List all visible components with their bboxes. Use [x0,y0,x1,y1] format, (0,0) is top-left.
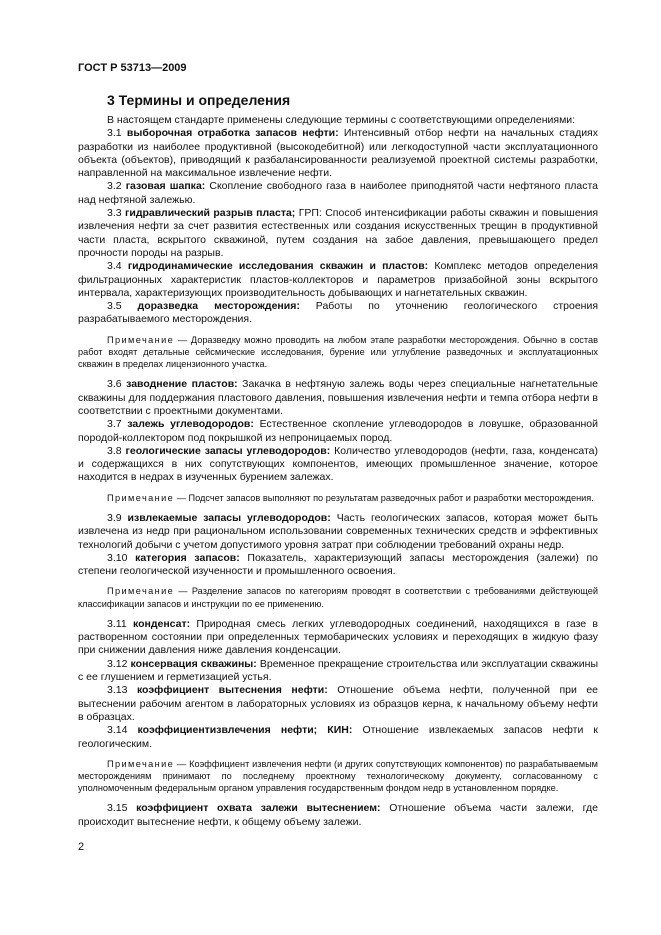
term-3-1: 3.1 выборочная отработка запасов нефти: Интенсивный отбор нефти на начальных стадиях разработки из наиболее продуктивной (высокодебитной) или легкодоступной части эксплуатационного объекта (объектов), приводящий к разбалансированности реализуемой проектной системы разработки, направленной на максимальное извлечение нефти. [78,127,598,180]
term-3-8: 3.8 геологические запасы углеводородов: Количество углеводородов (нефти, газа, конденсата) и содержащихся в них сопутствующих компонентов, имеющих промышленное значение, которое находится в недрах в изученных бурением залежах. [78,444,599,484]
intro-paragraph: В настоящем стандарте применены следующие термины с соответствующими определениями: [107,114,576,126]
term-3-7: 3.7 залежь углеводородов: Естественное скопление углеводородов в ловушке, образованной породой-коллектором под покрышкой из непроницаемых пород. [78,418,599,444]
document-body [78,114,598,829]
note-2: Примечание — Подсчет запасов выполняют по результатам разведочных работ и разработки месторождения. [107,492,594,503]
term-3-15: 3.15 коэффициент охвата залежи вытеснением: Отношение объема части залежи, где происходит вытеснение нефти, к общему объему залежи. [78,802,598,828]
term-3-11: 3.11 конденсат: Природная смесь легких углеводородных соединений, находящихся в газе в растворенном состоянии при определенных термобарических условиях и переходящих в жидкую фазу при снижении давления ниже давления конденсации. [78,617,598,657]
term-3-10: 3.10 категория запасов: Показатель, характеризующий запасы месторождения (залежи) по степени геологической изученности и промышленного освоения. [78,551,599,578]
note-3: Примечание — Разделение запасов по категориям проводят в соответствии с требованиями действующей классификации запасов и инструкции по ее применению. [78,586,599,609]
note-1: Примечание — Доразведку можно проводить на любом этапе разработки месторождения. Обычно в состав работ входят детальные сейсмические исследования, бурение или углубление разведочных и эксплуатационных скважин в пределах лицензионного участка. [78,334,598,370]
term-3-9: 3.9 извлекаемые запасы углеводородов: Часть геологических запасов, которая может быть извлечена из недр при рациональном использовании современных технических средств и эффективных технологий добычи с учетом допустимого уровня затрат при соблюдении требований охраны недр. [78,511,598,551]
term-3-14: 3.14 коэффициентизвлечения нефти; КИН: Отношение извлекаемых запасов нефти к геологическим. [78,724,599,750]
term-3-4: 3.4 гидродинамические исследования скважин и пластов: Комплекс методов определения фильтрационных характеристик пластов-коллекторов и параметров призабойной зоны вскрытого интервала, характеризующих производительность добывающих и нагнетательных скважин. [78,260,598,299]
term-3-13: 3.13 коэффициент вытеснения нефти: Отношение объема нефти, полученной при ее вытеснении рабочим агентом в лабораторных условиях из образцов керна, к начальному объему нефти в образцах. [78,684,599,723]
term-3-6: 3.6 заводнение пластов: Закачка в нефтяную залежь воды через специальные нагнетательные скважины для поддержания пластового давления, повышения извлечения нефти и темпа отбора нефти в соответствии с проектными документами. [78,378,598,417]
standard-header: ГОСТ Р 53713—2009 [78,62,187,74]
term-3-2: 3.2 газовая шапка: Скопление свободного газа в наиболее приподнятой части нефтяного пласта над нефтяной залежью. [78,180,599,206]
term-3-3: 3.3 гидравлический разрыв пласта; ГРП: Способ интенсификации работы скважин и повышения извлечения нефти за счет развития естественных или создания искусственных трещин в продуктивной части пласта, вскрытого скважиной, путем создания на забое давления, превышающего предел прочности породы на разрыв. [78,207,599,259]
section-title: 3 Термины и определения [107,92,291,108]
term-3-12: 3.12 консервация скважины: Временное прекращение строительства или эксплуатации скважины с ее глушением и герметизацией устья. [78,657,599,684]
term-3-5: 3.5 доразведка месторождения: Работы по уточнению геологического строения разрабатываемого месторождения. [78,300,599,326]
note-4: Примечание — Коэффициент извлечения нефти (и других сопутствующих компонентов) по разрабатываемым месторождениям принимают по последнему проектному технологическому документу, согласованному с уполномоченным федеральным органом управления государственным фондом недр в установленном порядке. [78,758,598,794]
page-number: 2 [78,841,85,853]
